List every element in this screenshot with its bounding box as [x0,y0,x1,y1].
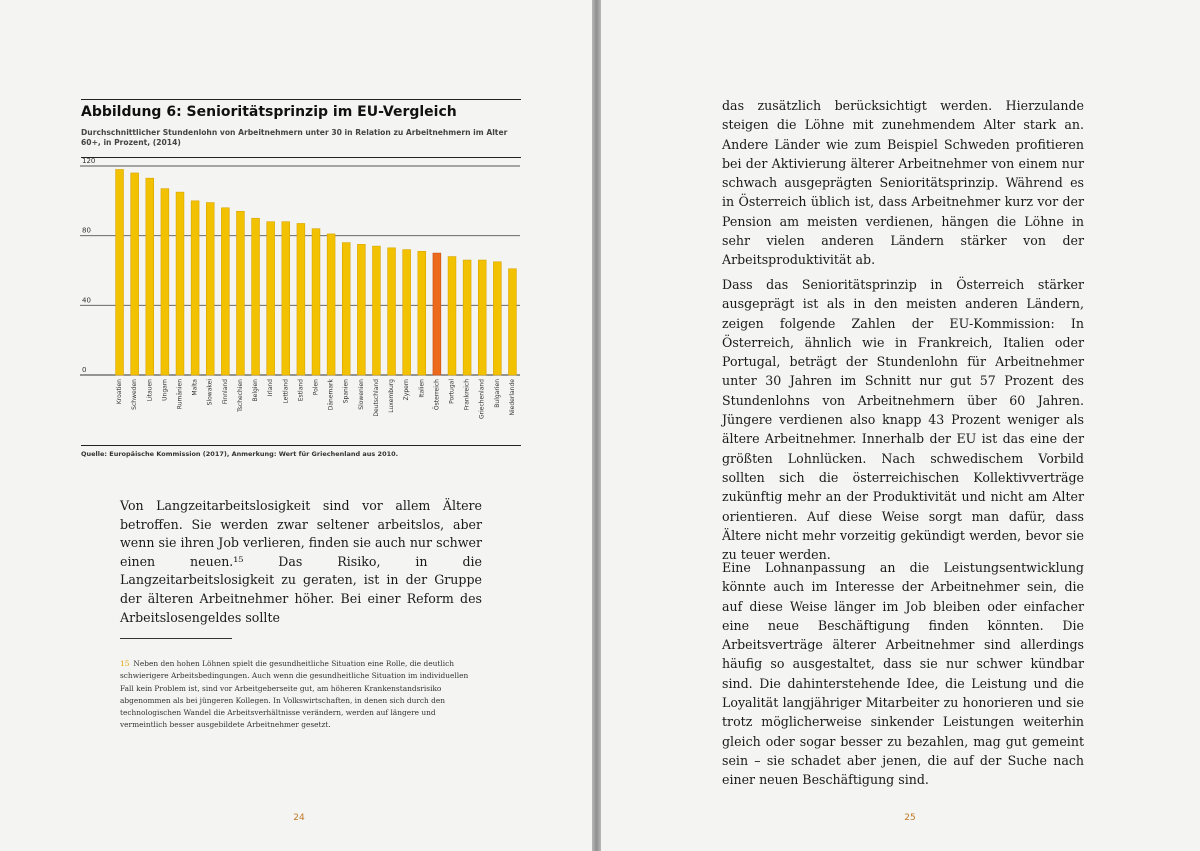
x-tick-label: Frankreich [463,379,471,411]
bar [327,234,335,375]
bar [146,178,154,375]
bar [357,244,365,375]
footnote-number: 15 [120,659,130,668]
bar [509,269,517,375]
footnote-text: Neben den hohen Löhnen spielt die gesundheitliche Situation eine Rolle, die deutlich schwierigere Arbeitsbedingungen. Auch wenn die gesundheitliche Situation im individuellen Fall kein Problem ist, sind vor Arbeitgeberseite gut, am höheren Krankenstandsrisiko abgenommen als bei jüngeren Kollegen. In Volkswirtschaften, in denen sich durch den technologischen Wandel die Arbeitsverhältnisse verändern, werden auf längere und vermeintlich besser ausgebildete Arbeitnehmer gesetzt. [120,659,469,730]
x-tick-label: Polen [312,379,320,396]
page-number-right: 25 [904,813,916,823]
x-tick-label: Malta [191,379,199,396]
bar [191,201,199,375]
x-tick-label: Luxemburg [388,379,396,413]
book-gutter [592,0,601,851]
y-tick-label: 80 [82,226,91,235]
figure-top-rule [81,99,521,100]
x-tick-label: Litauen [146,379,154,402]
x-tick-label: Estland [297,379,305,402]
x-tick-label: Slowakei [206,379,214,406]
y-tick-label: 0 [82,366,87,374]
x-tick-label: Österreich [433,379,441,411]
bar [448,257,456,375]
figure-bottom-rule [81,445,521,446]
bar [463,260,471,375]
x-tick-label: Slowenien [357,379,365,410]
x-tick-label: Rumänien [176,379,184,410]
bar [221,208,229,375]
figure-source: Quelle: Europäische Kommission (2017), Anmerkung: Wert für Griechenland aus 2010. [81,450,399,458]
y-tick-label: 40 [82,296,91,305]
x-tick-label: Spanien [342,379,350,404]
figure-title: Abbildung 6: Senioritätsprinzip im EU-Vergleich [81,104,457,120]
bar [282,222,290,375]
bar [267,222,275,375]
bar [478,260,486,375]
body-paragraph: Von Langzeitarbeitslosigkeit sind vor allem Ältere betroffen. Sie werden zwar seltener arbeitslos, aber wenn sie ihren Job verlieren, finden sie auch nur schwer einen neuen.¹⁵ Das Risiko, in die Langzeitarbeitslosigkeit zu geraten, ist in der Gruppe der älteren Arbeitnehmer höher. Bei einer Reform des Arbeitslosengeldes sollte [120,498,482,625]
x-tick-label: Belgien [252,379,260,402]
x-tick-label: Kroatien [116,379,124,405]
bar [312,229,320,375]
x-tick-label: Zypern [403,379,411,401]
x-tick-label: Irland [267,379,275,397]
page-number-left: 24 [293,813,305,823]
x-tick-label: Finnland [221,379,229,405]
right-paragraph-3: Eine Lohnanpassung an die Leistungsentwicklung könnte auch im Interesse der Arbeitnehmer sein, die auf diese Weise länger im Job bleiben oder einfacher eine neue Beschäftigung finden könnten. Die Arbeitsverträge älterer Arbeitnehmer sind allerdings häufig so ausgestaltet, dass sie nur schwer kündbar sind. Die dahinterstehende Idee, die Leistung und die Loyalität langjähriger Mitarbeiter zu honorieren und sie trotz möglicherweise sinkender Leistungen weiterhin gleich oder sogar besser zu bezahlen, mag gut gemeint sein – sie schadet aber jenen, die auf der Suche nach einer neuen Beschäftigung sind. [722,560,1084,788]
bar [252,218,260,375]
bar [388,248,396,375]
x-tick-label: Italien [418,379,426,398]
y-tick-label: 120 [82,157,96,165]
x-tick-label: Deutschland [372,379,380,417]
bar [342,243,350,375]
x-tick-label: Dänemark [327,379,335,411]
bar [433,253,441,375]
bar [116,169,124,375]
x-tick-label: Ungarn [161,379,169,401]
x-tick-label: Bulgarien [493,379,501,408]
x-tick-label: Griechenland [478,379,486,420]
bar [418,251,426,375]
bar [373,246,381,375]
bar [131,173,139,375]
bar [176,192,184,375]
x-tick-label: Schweden [131,379,139,410]
footnote-divider [120,638,232,639]
x-tick-label: Niederlande [508,379,516,416]
x-tick-label: Tschechien [236,379,244,412]
bar [161,189,169,375]
right-paragraph-2: Dass das Senioritätsprinzip in Österreich stärker ausgeprägt ist als in den meisten anderen Ländern, zeigen folgende Zahlen der EU-Kommission: In Österreich, ähnlich wie in Frankreich, Italien oder Portugal, beträgt der Stundenlohn für Arbeitnehmer unter 30 Jahren im Schnitt nur gut 57 Prozent des Stundenlohns von Arbeitnehmern über 60 Jahren. Jüngere verdienen also knapp 43 Prozent weniger als ältere Arbeitnehmer. Innerhalb der EU ist das eine der größten Lohnlücken. Nach schwedischem Vorbild sollten sich die österreichischen Kollektivverträge zukünftig mehr an der Produktivität und nicht am Alter orientieren. Auf diese Weise sorgt man dafür, dass Ältere nicht mehr vorzeitig gekündigt werden, bevor sie zu teuer werden. [722,277,1084,563]
footnote [120,658,482,732]
bar [403,250,411,375]
right-paragraph-1: das zusätzlich berücksichtigt werden. Hierzulande steigen die Löhne mit zunehmendem Alter stark an. Andere Länder wie zum Beispiel Schweden profitieren bei der Aktivierung älterer Arbeitnehmer von einem nur schwach ausgeprägten Senioritätsprinzip. Während es in Österreich üblich ist, dass Arbeitnehmer kurz vor der Pension am meisten verdienen, hängen die Löhne in sehr vielen anderen Ländern stärker von der Arbeitsproduktivität ab. [722,98,1084,268]
seniority-bar-chart [76,152,526,437]
bar [493,262,501,375]
bar [206,203,214,375]
left-page [0,0,592,851]
x-tick-label: Portugal [448,379,456,404]
bar [297,223,305,375]
figure-subtitle: Durchschnittlicher Stundenlohn von Arbeitnehmern unter 30 in Relation zu Arbeitnehmern im Alter 60+, in Prozent, (2014) [81,128,508,147]
bar [237,211,245,375]
x-tick-label: Lettland [282,379,290,404]
